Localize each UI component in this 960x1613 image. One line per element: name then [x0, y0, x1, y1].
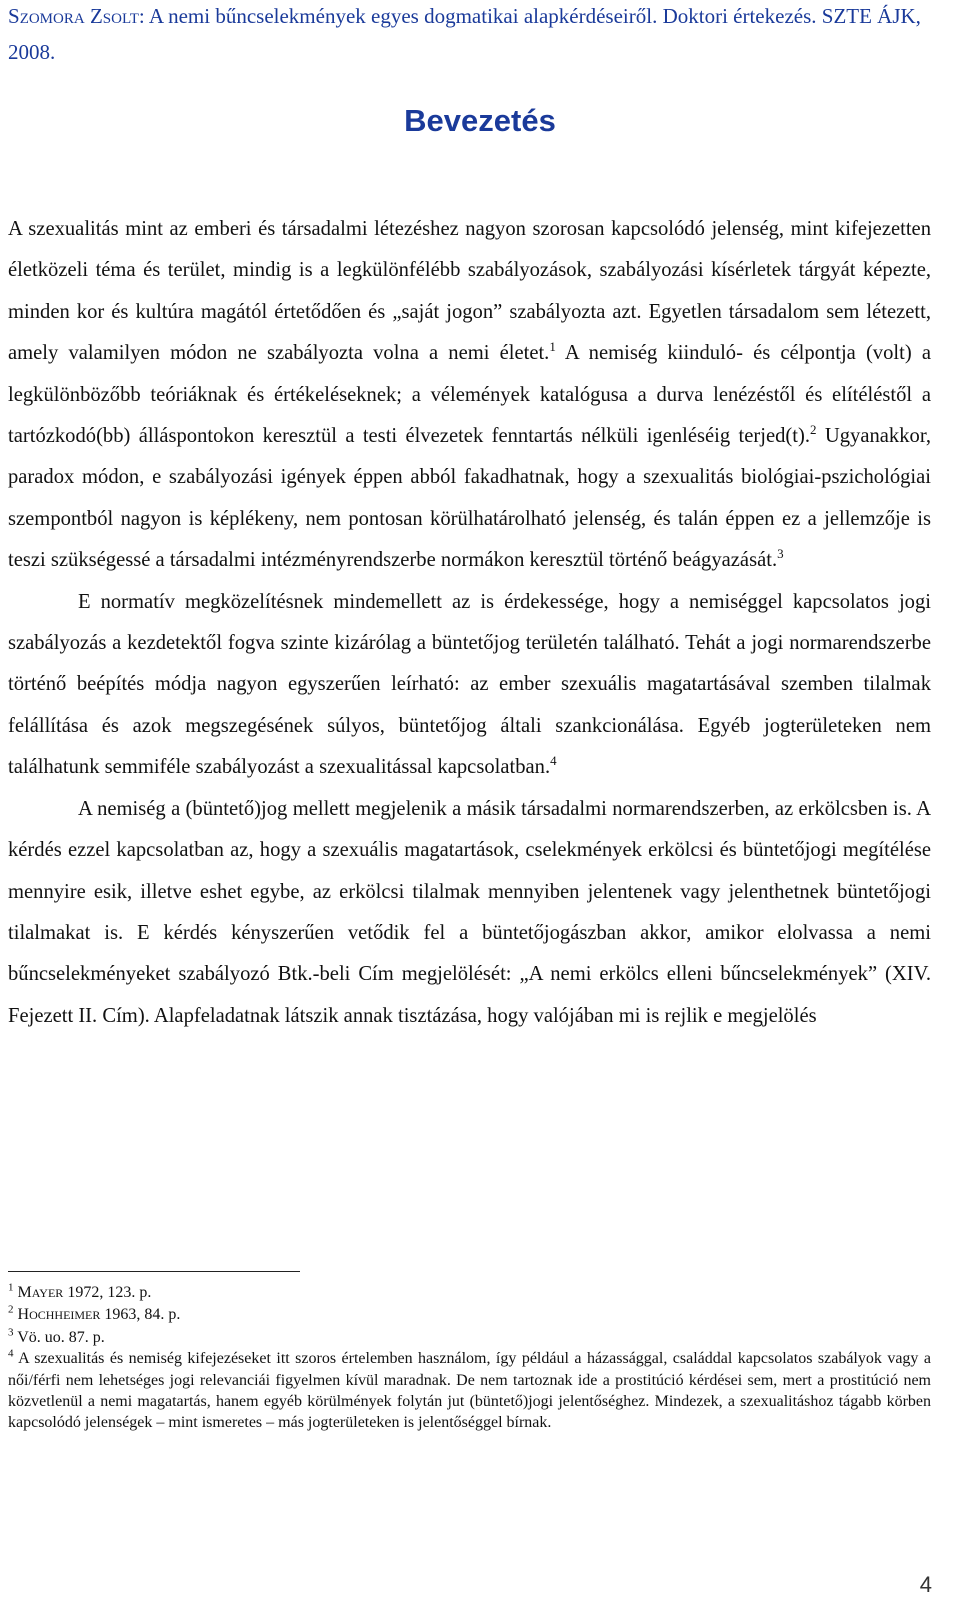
page-number: 4: [919, 1572, 932, 1597]
paragraph-2: E normatív megközelítésnek mindemellett az is érdekessége, hogy a nemiséggel kapcsolatos jogi szabályozás a kezdetektől fogva szinte kizárólag a büntetőjog területén található. Tehát a jogi normarendszerbe történő beépítés módja nagyon egyszerűen leírható: az ember szexuális magatartásával szemben tilalmak felállítása és azok megszegésének súlyos, büntetőjog általi szankcionálása. Egyéb jogterületeken nem találhatunk semmiféle szabályozást a szexualitással kapcsolatban.$^4$: [8, 590, 931, 779]
document-header: [8, 0, 938, 69]
section-heading: Bevezetés: [404, 103, 556, 138]
footnote-2: $^2$ HOCHHEIMER 1963, 84. p.: [8, 1304, 181, 1324]
footnote-number: 2: [8, 1304, 14, 1317]
body-text: [8, 209, 931, 1037]
footnotes: [8, 1282, 931, 1434]
footnote-3: $^3$ Vö. uo. 87. p.: [8, 1326, 105, 1346]
header-title-text: : A nemi bűncselekmények egyes dogmatikai alapkérdéseiről. Doktori értekezés. SZTE ÁJK, 2008.: [8, 4, 921, 64]
footnote-ref[interactable]: 4: [550, 753, 557, 769]
footnote-4: $^4$ A szexualitás és nemiség kifejezéseket itt szoros értelemben használom, így például a házassággal, családdal kapcsolatos szabályok vagy a női/férfi nem lehetséges jogi relevanciái figyelmen kívül maradnak. De nem tartoznak ide a prostitúció kérdései sem, mert a prostitúció nem közvetlenül a nemi magatartás, hanem egyéb körülmények folytán jut (büntető)jogi jelentőséghez. Mindezek, a szexualitáshoz tágabb körben kapcsolódó jelenségek – mint ismeretes – más jogterületeken is jelentőséggel bírnak.: [8, 1347, 931, 1432]
footnote-1: $^1$ MAYER 1972, 123. p.: [8, 1281, 152, 1301]
footnote-ref[interactable]: 3: [777, 546, 784, 562]
footnote-number: 1: [8, 1281, 14, 1294]
author-name: SZOMORA ZSOLT: [8, 4, 139, 28]
paragraph-1: A szexualitás mint az emberi és társadalmi létezéshez nagyon szorosan kapcsolódó jelenség, mint kifejezetten életközeli téma és terület, mindig is a legkülönfélébb szabályozások, szabályozási kísérletek tárgyát képezte, minden kor és kultúra magától értetődően és „saját jogon” szabályozta azt. Egyetlen társadalom sem létezett, amely valamilyen módon ne szabályozta volna a nemi életet.$^1$ A nemiség kiinduló- és célpontja (volt) a legkülönbözőbb teóriáknak és értékeléseknek; a vélemények katalógusa a durva lenézéstől és elítéléstől a tartózkodó(bb) álláspontokon keresztül a testi élvezetek fenntartás nélküli igenléséig terjed(t).$^2$ Ugyanakkor, paradox módon, e szabályozási igények éppen abból fakadhatnak, hogy a szexualitás biológiai-pszichológiai szempontból nagyon is képlékeny, nem pontosan körülhatárolható jelenség, és talán éppen ez a jellemzője is teszi szükségessé a társadalmi intézményrendszerbe normákon keresztül történő beágyazását.$^3$: [8, 218, 932, 572]
footnote-separator: [8, 1271, 300, 1272]
paragraph-3: A nemiség a (büntető)jog mellett megjelenik a másik társadalmi normarendszerben, az erkölcsben is. A kérdés ezzel kapcsolatban az, hogy a szexuális magatartások, cselekmények erkölcsi és büntetőjogi megítélése mennyire esik, illetve eshet egybe, az erkölcsi tilalmak mennyiben jelentenek vagy jelenthetnek büntetőjogi tilalmakat is. E kérdés kényszerűen vetődik fel a büntetőjogászban akkor, amikor elolvassa a nemi bűncselekményeket szabályozó Btk.-beli Cím megjelölését: „A nemi erkölcs elleni bűncselekmények” (XIV. Fejezett II. Cím). Alapfeladatnak látszik annak tisztázása, hogy valójában mi is rejlik e megjelölés: [8, 797, 931, 1027]
footnote-ref[interactable]: 2: [810, 422, 817, 438]
footnote-number: 3: [8, 1326, 14, 1339]
footnote-number: 4: [8, 1347, 14, 1360]
footnote-ref[interactable]: 1: [549, 339, 556, 355]
